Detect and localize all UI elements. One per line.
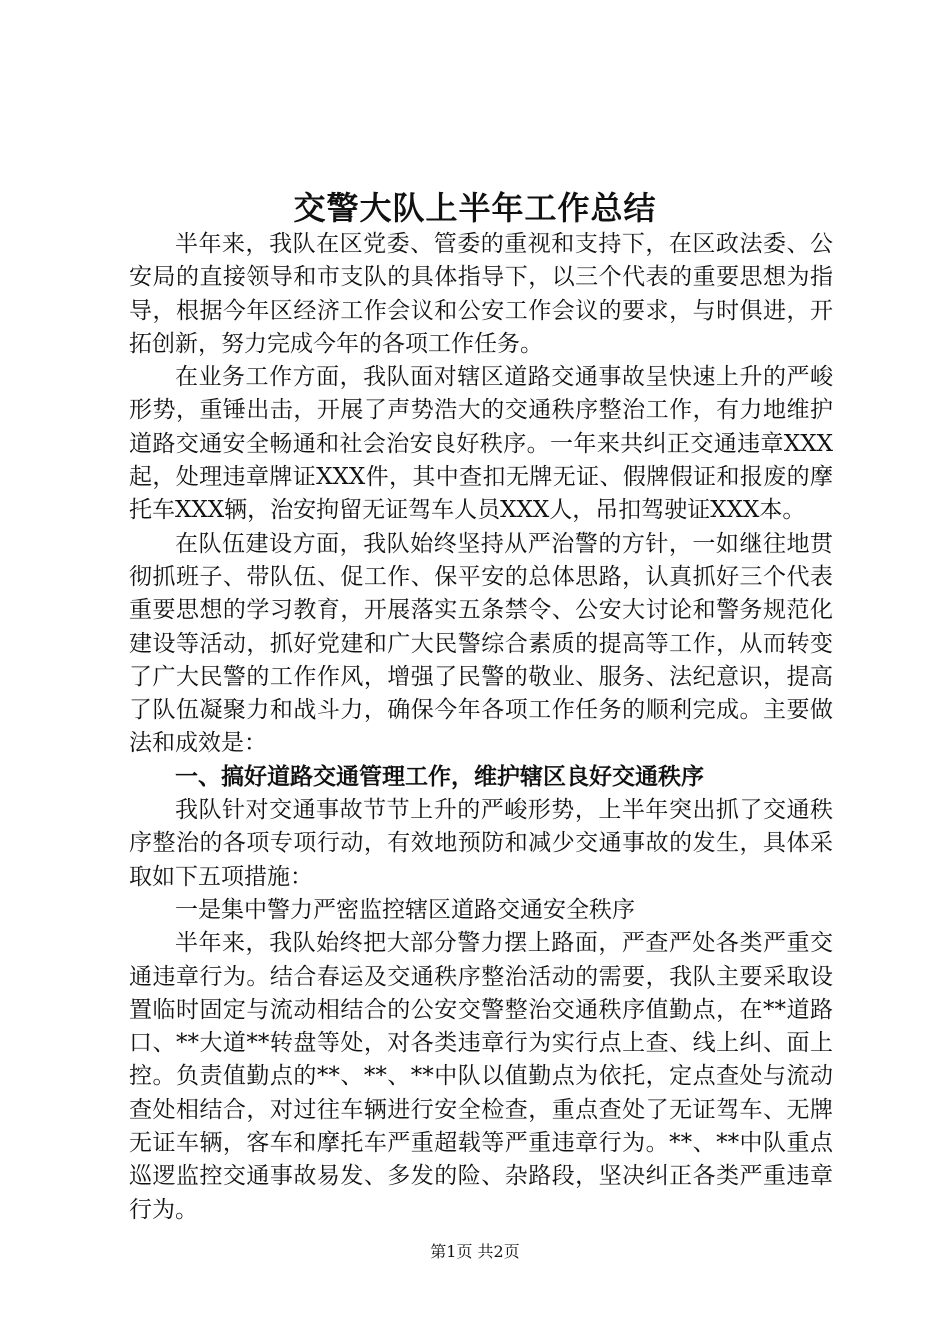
paragraph-measure-1-detail: 半年来，我队始终把大部分警力摆上路面，严查严处各类严重交通违章行为。结合春运及交通秩序整治活动的需要，我队主要采取设置临时固定与流动相结合的公安交警整治交通秩序值勤点，在**道路口、**大道**转盘等处，对各类违章行为实行点上查、线上纠、面上控。负责值勤点的**、**、**中队以值勤点为依托，定点查处与流动查处相结合，对过往车辆进行安全检查，重点查处了无证驾车、无牌无证车辆，客车和摩托车严重超载等严重违章行为。**、**中队重点巡逻监控交通事故易发、多发的险、杂路段，坚决纠正各类严重违章行为。 [129,930,833,1223]
document-body [129,228,833,1227]
subheading-measure-1: 一是集中警力严密监控辖区道路交通安全秩序 [175,896,635,923]
page-footer: 第1页 共2页 [430,1242,520,1261]
document-title: 交警大队上半年工作总结 [293,189,657,227]
paragraph-team-building: 在队伍建设方面，我队始终坚持从严治警的方针，一如继往地贯彻抓班子、带队伍、促工作、保平安的总体思路，认真抓好三个代表重要思想的学习教育，开展落实五条禁令、公安大讨论和警务规范化建设等活动，抓好党建和广大民警综合素质的提高等工作，从而转变了广大民警的工作作风，增强了民警的敬业、服务、法纪意识，提高了队伍凝聚力和战斗力，确保今年各项工作任务的顺利完成。主要做法和成效是： [129,530,833,757]
paragraph-business-work: 在业务工作方面，我队面对辖区道路交通事故呈快速上升的严峻形势，重锤出击，开展了声势浩大的交通秩序整治工作，有力地维护道路交通安全畅通和社会治安良好秩序。一年来共纠正交通违章XXX起，处理违章牌证XXX件，其中查扣无牌无证、假牌假证和报废的摩托车XXX辆，治安拘留无证驾车人员XXX人，吊扣驾驶证XXX本。 [129,364,833,524]
paragraph-measures-intro: 我队针对交通事故节节上升的严峻形势，上半年突出抓了交通秩序整治的各项专项行动，有效地预防和减少交通事故的发生，具体采取如下五项措施： [129,797,833,890]
section-heading-1: 一、搞好道路交通管理工作，维护辖区良好交通秩序 [175,763,704,790]
paragraph-intro: 半年来，我队在区党委、管委的重视和支持下，在区政法委、公安局的直接领导和市支队的具体指导下，以三个代表的重要思想为指导，根据今年区经济工作会议和公安工作会议的要求，与时俱进，开拓创新，努力完成今年的各项工作任务。 [129,231,833,357]
